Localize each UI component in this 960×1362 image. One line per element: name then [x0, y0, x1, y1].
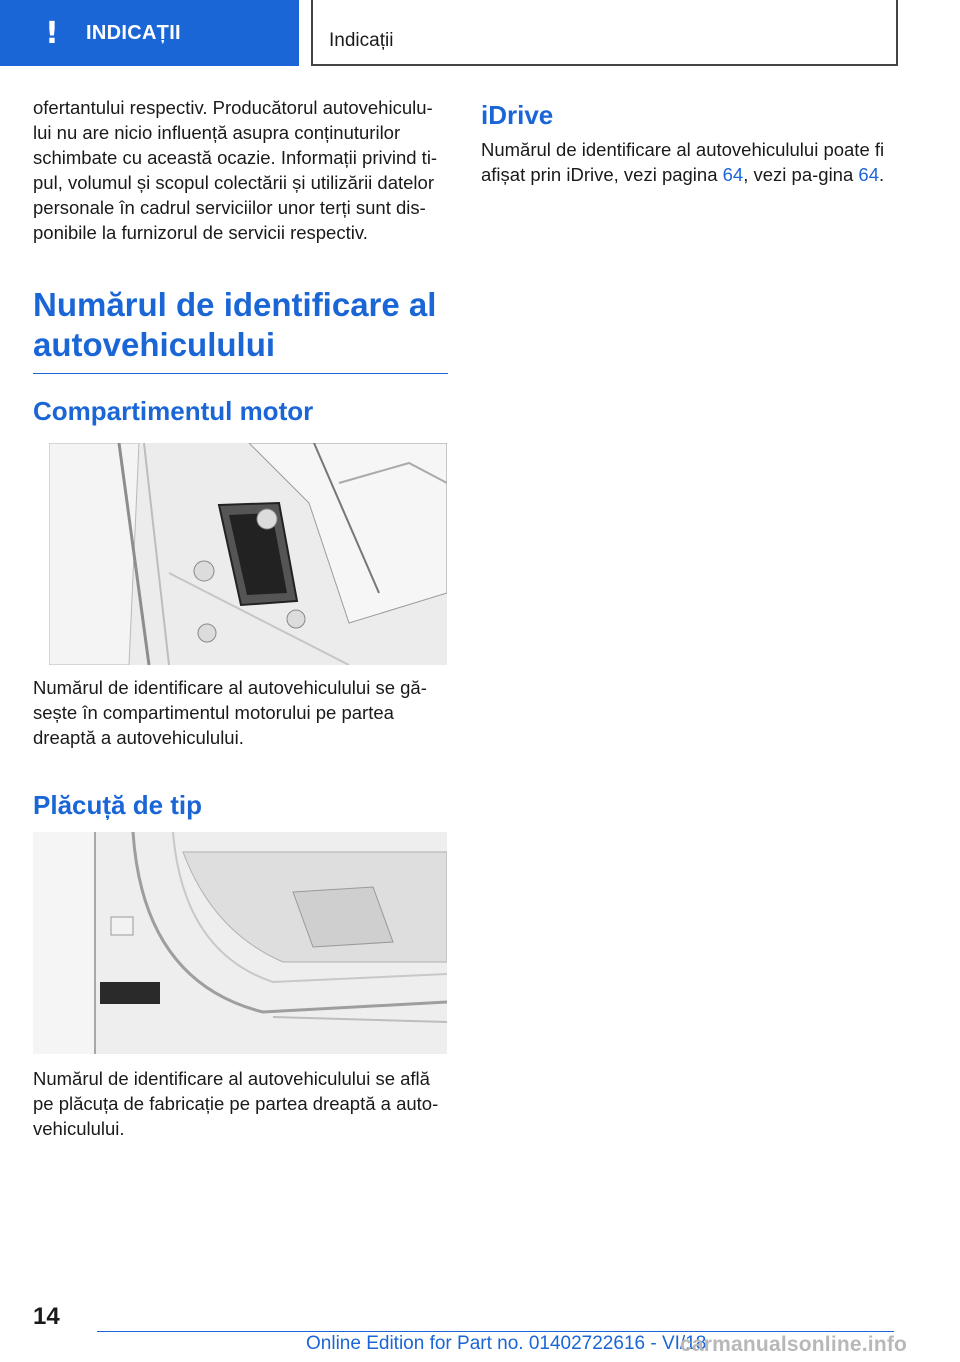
idrive-heading: iDrive: [481, 100, 554, 130]
section-title-rule: [33, 373, 448, 374]
engine-heading: Compartimentul motor: [33, 396, 314, 426]
engine-text: Numărul de identificare al autovehiculului se gă-sește în compartimentul motorului pe partea dreaptă a autovehiculului.: [33, 677, 427, 748]
plate-text: Numărul de identificare al autovehiculului se află pe plăcuța de fabricație pe partea dreaptă a auto-vehiculului.: [33, 1068, 439, 1139]
idrive-text-3: .: [878, 164, 885, 185]
idrive-text-1: Numărul de identificare al autovehiculului poate fi afișat prin iDrive, vezi pagina: [481, 139, 885, 185]
page-link-64-second[interactable]: 64: [858, 164, 879, 185]
page-link-64-first[interactable]: 64: [722, 164, 744, 185]
section-title: Numărul de identificare al autovehiculului: [33, 286, 437, 363]
engine-bay-illustration: [49, 443, 447, 665]
page-number: 14: [33, 1303, 60, 1330]
type-plate-illustration: [33, 832, 447, 1054]
exclamation-icon: !: [45, 15, 59, 51]
idrive-text-2: , vezi pa-gina: [743, 164, 859, 185]
engine-block: [33, 675, 448, 821]
breadcrumb: [311, 0, 898, 66]
plate-heading: Plăcuță de tip: [33, 790, 203, 820]
footer-rule: [97, 1331, 894, 1332]
edition-text: Online Edition for Part no. 01402722616 - VI/18: [306, 1333, 707, 1354]
left-column: [33, 95, 448, 427]
plate-block: [33, 1066, 448, 1141]
intro-paragraph: ofertantului respectiv. Producătorul autovehiculu-lui nu are nicio influență asupra conținuturilor schimbate cu această ocazie. Informații privind ti-pul, volumul și scopul colectării și utilizării datelor personale în cadrul serviciilor unor terți sunt dis-ponibile la furnizorul de servicii respectiv.: [33, 97, 438, 243]
chapter-tab[interactable]: [0, 0, 299, 66]
breadcrumb-text: Indicații: [329, 30, 394, 51]
watermark-text: carmanualsonline.info: [680, 1333, 908, 1356]
right-column: [481, 100, 901, 187]
chapter-label: INDICAȚII: [86, 21, 181, 44]
idrive-text: [481, 137, 901, 187]
